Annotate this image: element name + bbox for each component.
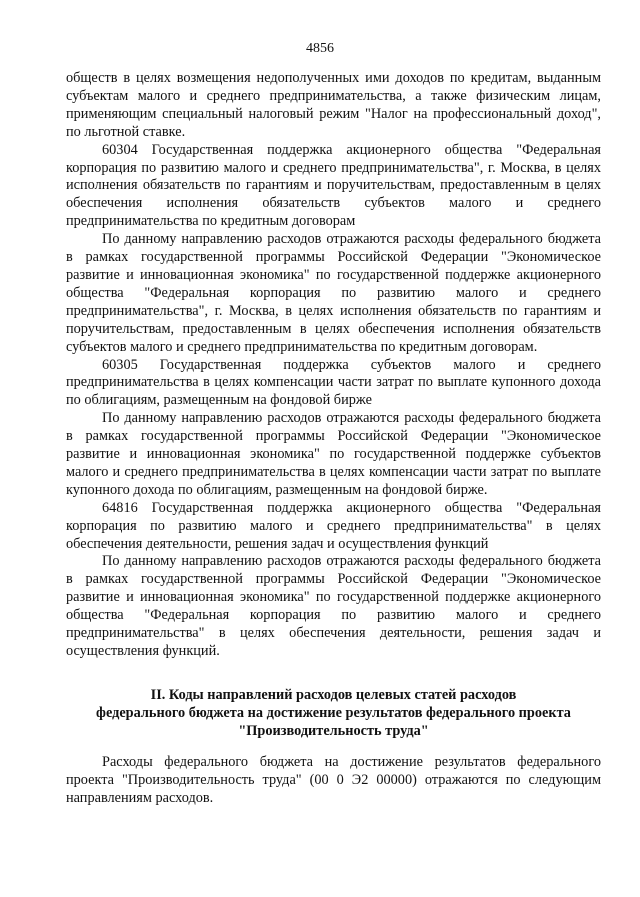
section-heading-line-2: федерального бюджета на достижение результатов федерального проекта [96,705,571,721]
paragraph-64816-description: По данному направлению расходов отражаются расходы федерального бюджета в рамках государственной программы Российской Федерации "Экономическое развитие и инновационная экономика" по государственной поддержке акционерного общества "Федеральная корпорация по развитию малого и среднего предпринимательства" в целях обеспечения деятельности, решения задач и осуществления функций. [66,553,601,659]
section-body [66,754,601,808]
paragraph-continuation: обществ в целях возмещения недополученных ими доходов по кредитам, выданным субъектам малого и среднего предпринимательства, а также физическим лицам, применяющим специальный налоговый режим "Налог на профессиональный доход", по льготной ставке. [66,70,601,140]
section-heading-line-1: II. Коды направлений расходов целевых статей расходов [150,687,517,703]
paragraph-60305-description: По данному направлению расходов отражаются расходы федерального бюджета в рамках государственной программы Российской Федерации "Экономическое развитие и инновационная экономика" по государственной поддержке субъектов малого и среднего предпринимательства в целях компенсации части затрат по выплате купонного дохода по облигациям, размещенным на фондовой бирже. [66,410,601,498]
paragraph-64816-title: 64816 Государственная поддержка акционерного общества "Федеральная корпорация по развитию малого и среднего предпринимательства" в целях обеспечения деятельности, решения задач и осуществления функций [66,499,601,552]
paragraph-60304-description: По данному направлению расходов отражаются расходы федерального бюджета в рамках государственной программы Российской Федерации "Экономическое развитие и инновационная экономика" по государственной поддержке акционерного общества "Федеральная корпорация по развитию малого и среднего предпринимательства", г. Москва, в целях исполнения обязательств по гарантиям и поручительствам, предоставленным в целях обеспечения исполнения обязательств субъектов малого и среднего предпринимательства по кредитным договорам. [66,231,601,355]
document-body [66,70,601,661]
section-body-paragraph: Расходы федерального бюджета на достижение результатов федерального проекта "Производительность труда" (00 0 Э2 00000) отражаются по следующим направлениям расходов. [66,754,601,806]
paragraph-60305-title: 60305 Государственная поддержка субъектов малого и среднего предпринимательства в целях компенсации части затрат по выплате купонного дохода по облигациям, размещенным на фондовой бирже [66,356,601,409]
page-number: 4856 [306,41,334,56]
section-heading [66,686,601,740]
section-heading-line-3: "Производительность труда" [238,723,429,739]
paragraph-60304-title: 60304 Государственная поддержка акционерного общества "Федеральная корпорация по развитию малого и среднего предпринимательства", г. Москва, в целях исполнения обязательств по гарантиям и поручительствам, предоставленным в целях обеспечения исполнения обязательств субъектов малого и среднего предпринимательства по кредитным договорам [66,141,601,230]
